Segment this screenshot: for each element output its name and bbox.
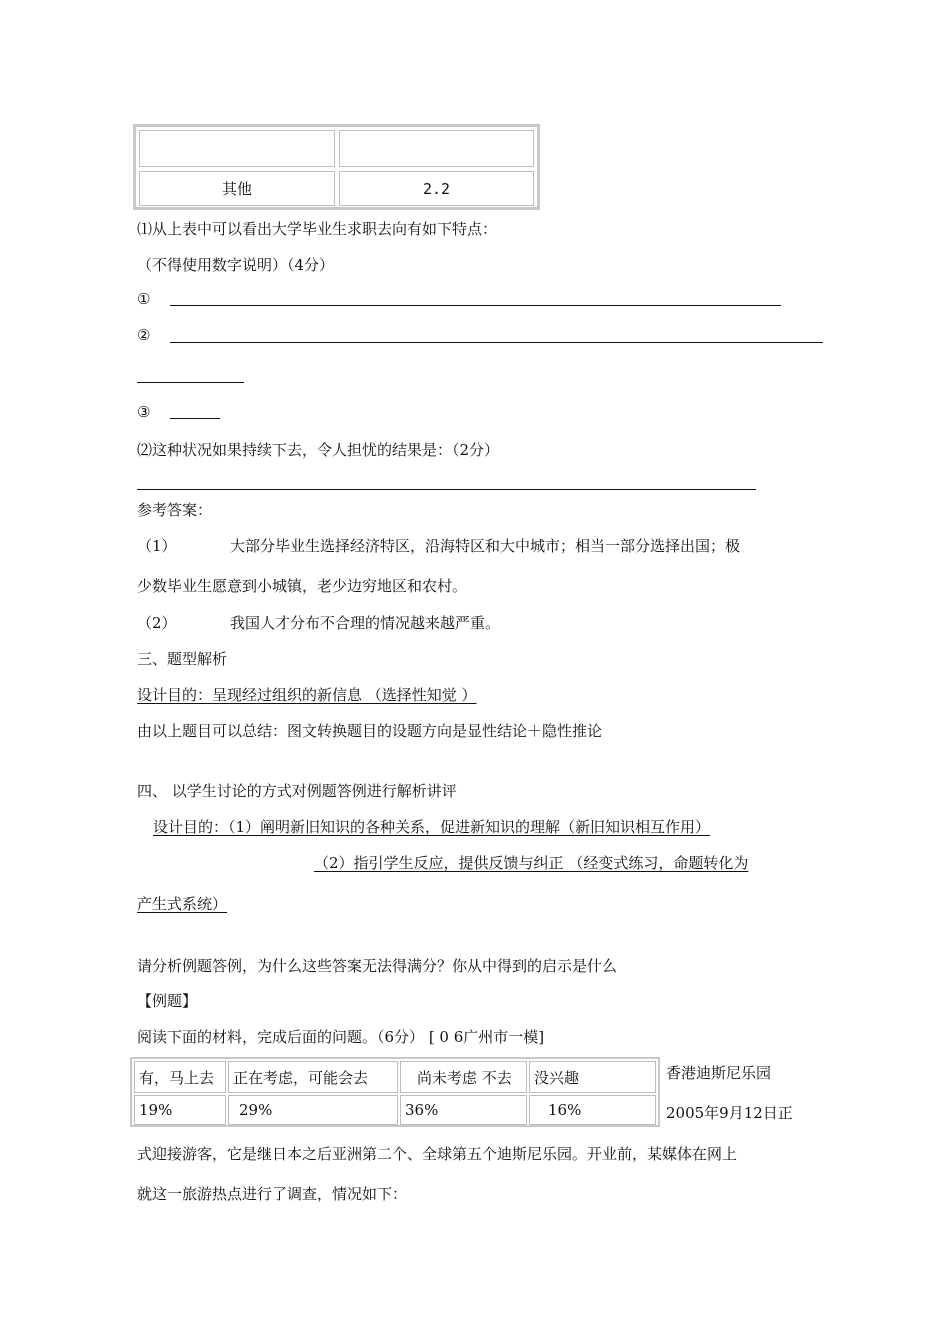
section-4-purpose-3: 产生式系统） bbox=[137, 895, 228, 913]
table-cell: 36% bbox=[400, 1095, 527, 1125]
table-header: 没兴趣 bbox=[529, 1061, 656, 1093]
example-side-text-2: 2005年9月12日正 bbox=[666, 1104, 793, 1122]
data-table-top bbox=[133, 124, 540, 210]
answer-blank-2[interactable] bbox=[170, 342, 823, 343]
answer-2-text: 我国人才分布不合理的情况越来越严重。 bbox=[230, 614, 501, 632]
answer-1-text: 大部分毕业生选择经济特区，沿海特区和大中城市；相当一部分选择出国；极 bbox=[230, 537, 741, 555]
answer-blank-2-cont[interactable] bbox=[137, 382, 244, 383]
section-4-purpose-1: 设计目的：（1）阐明新旧知识的各种关系，促进新知识的理解（新旧知识相互作用） bbox=[153, 818, 711, 836]
section-4-heading: 四、 以学生讨论的方式对例题答例进行解析讲评 bbox=[137, 782, 457, 800]
table-cell: 其他 bbox=[139, 171, 335, 206]
table-header: 正在考虑，可能会去 bbox=[228, 1061, 398, 1093]
answer-blank-3[interactable] bbox=[170, 418, 220, 419]
table-cell: 16% bbox=[529, 1095, 656, 1125]
answer-blank-q2[interactable] bbox=[137, 489, 756, 490]
answer-2-number: （2） bbox=[137, 614, 177, 632]
table-cell: 19% bbox=[134, 1095, 226, 1125]
table-cell: 2.2 bbox=[339, 171, 534, 206]
table-header: 尚未考虑 不去 bbox=[400, 1061, 527, 1093]
blank-marker-3: ③ bbox=[137, 403, 151, 421]
table-cell bbox=[339, 130, 534, 167]
analysis-prompt: 请分析例题答例，为什么这些答案无法得满分？你从中得到的启示是什么 bbox=[137, 957, 618, 975]
question-1-text: ⑴从上表中可以看出大学毕业生求职去向有如下特点： bbox=[137, 220, 498, 238]
table-header: 有，马上去 bbox=[134, 1061, 226, 1093]
table-cell: 29% bbox=[228, 1095, 398, 1125]
table-cell bbox=[139, 130, 335, 167]
example-side-text-1: 香港迪斯尼乐园 bbox=[666, 1064, 772, 1082]
question-1-note: （不得使用数字说明）（4分） bbox=[137, 256, 335, 274]
section-3-purpose: 设计目的：呈现经过组织的新信息 （选择性知觉 ） bbox=[137, 686, 477, 704]
answer-1-number: （1） bbox=[137, 537, 177, 555]
survey-table bbox=[130, 1057, 660, 1127]
blank-marker-1: ① bbox=[137, 290, 151, 308]
section-3-summary: 由以上题目可以总结：图文转换题目的设题方向是显性结论＋隐性推论 bbox=[137, 722, 603, 740]
example-instruction: 阅读下面的材料，完成后面的问题。（6分） [ 0 6广州市一模] bbox=[137, 1028, 545, 1046]
blank-marker-2: ② bbox=[137, 326, 151, 344]
answer-title: 参考答案： bbox=[137, 501, 213, 519]
example-body-2: 就这一旅游热点进行了调查，情况如下： bbox=[137, 1185, 408, 1203]
answer-1-continued: 少数毕业生愿意到小城镇，老少边穷地区和农村。 bbox=[137, 577, 468, 595]
section-4-purpose-2: （2）指引学生反应，提供反馈与纠正 （经变式练习，命题转化为 bbox=[314, 854, 749, 872]
section-3-heading: 三、题型解析 bbox=[137, 650, 228, 668]
question-2-text: ⑵这种状况如果持续下去，令人担忧的结果是：（2分） bbox=[137, 441, 500, 459]
example-label: 【例题】 bbox=[137, 992, 198, 1010]
example-body-1: 式迎接游客，它是继日本之后亚洲第二个、全球第五个迪斯尼乐园。开业前，某媒体在网上 bbox=[137, 1145, 738, 1163]
answer-blank-1[interactable] bbox=[170, 305, 781, 306]
